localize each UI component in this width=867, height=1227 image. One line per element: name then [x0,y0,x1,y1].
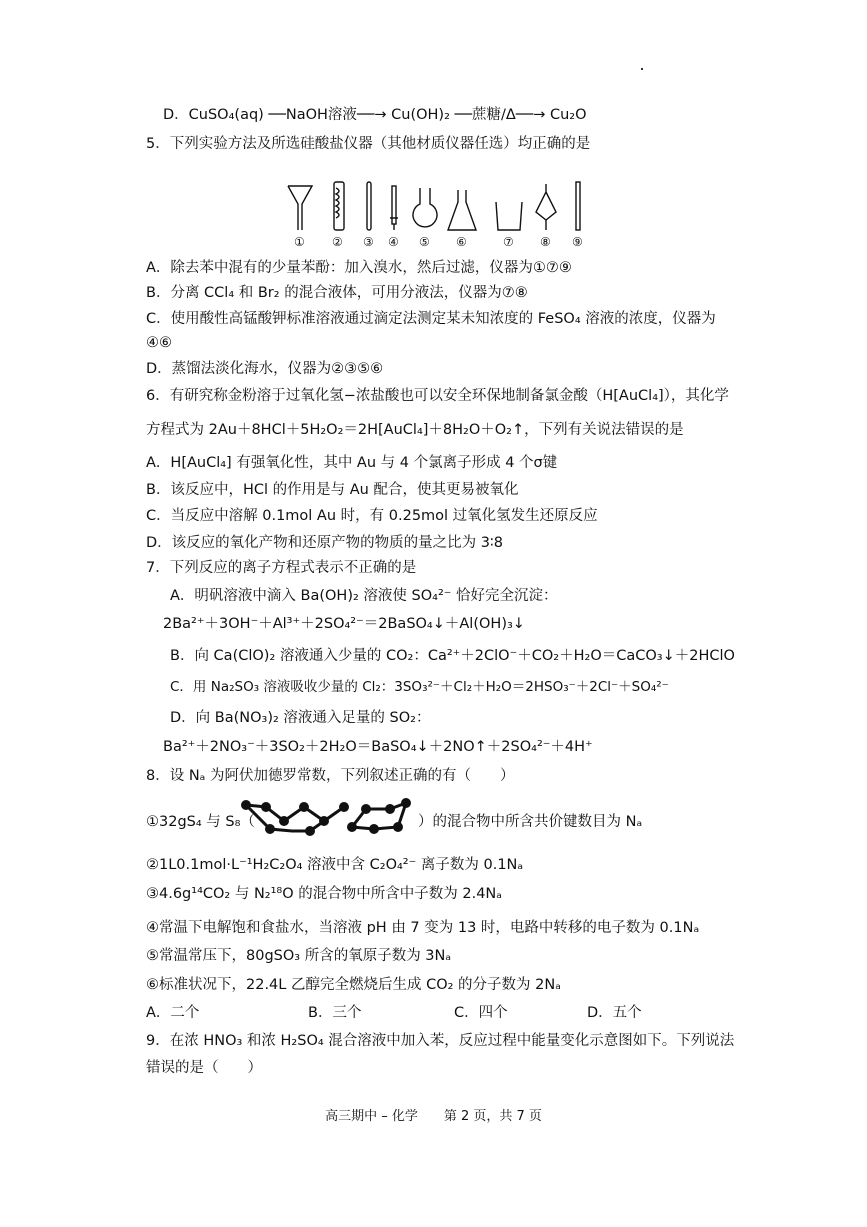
q8-option-b: B．三个 [308,1005,362,1021]
q5-option-a: A．除去苯中混有的少量苯酚：加入溴水，然后过滤，仪器为①⑦⑨ [146,260,572,276]
sulfur-molecules-figure [240,797,416,839]
q6-option-c: C．当反应中溶解 0.1mol Au 时，有 0.25mol 过氧化氢发生还原反应 [146,508,598,524]
label-8: ⑧ [540,235,551,249]
label-2: ② [332,235,343,249]
q7-stem: 7．下列反应的离子方程式表示不正确的是 [146,560,417,576]
q8-item-3: ③4.6g¹⁴CO₂ 与 N₂¹⁸O 的混合物中所含中子数为 2.4Nₐ [146,886,502,902]
q8-item-5: ⑤常温常压下，80gSO₃ 所含的氧原子数为 3Nₐ [146,948,452,964]
q8-item-1b: ）的混合物中所含共价键数目为 Nₐ [418,814,643,830]
label-7: ⑦ [503,235,514,249]
q6-equation: 方程式为 2Au＋8HCl＋5H₂O₂＝2H[AuCl₄]＋8H₂O＋O₂↑，下列有关说法错误的是 [146,422,684,438]
q7-option-c: C．用 Na₂SO₃ 溶液吸收少量的 Cl₂：3SO₃²⁻＋Cl₂＋H₂O＝2HSO₃⁻＋2Cl⁻＋SO₄²⁻ [170,679,669,695]
label-6: ⑥ [456,235,467,249]
q8-stem: 8．设 Nₐ 为阿伏加德罗常数，下列叙述正确的有（ ） [146,768,515,784]
label-3: ③ [363,235,374,249]
label-9: ⑨ [572,235,583,249]
q7-option-a: A．明矾溶液中滴入 Ba(OH)₂ 溶液使 SO₄²⁻ 恰好完全沉淀： [170,588,558,604]
conical-flask-icon [448,190,476,230]
q5-stem: 5．下列实验方法及所选硅酸盐仪器（其他材质仪器任选）均正确的是 [146,136,591,152]
q8-item-6: ⑥标准状况下，22.4L 乙醇完全燃烧后生成 CO₂ 的分子数为 2Nₐ [146,977,561,993]
q7-option-b: B．向 Ca(ClO)₂ 溶液通入少量的 CO₂：Ca²⁺＋2ClO⁻＋CO₂＋H₂O＝CaCO₃↓＋2HClO [170,648,735,664]
q7-option-d-eq: Ba²⁺＋2NO₃⁻＋3SO₂＋2H₂O＝BaSO₄↓＋2NO↑＋2SO₄²⁻＋4H⁺ [163,739,593,755]
q9-stem: 9．在浓 HNO₃ 和浓 H₂SO₄ 混合溶液中加入苯，反应过程中能量变化示意图如下。下列说法 [146,1033,735,1049]
label-5: ⑤ [419,235,430,249]
flask-icon [413,188,437,227]
page-footer: 高三期中 – 化学 第 2 页，共 7 页 [325,1109,542,1124]
q8-item-2: ②1L0.1mol·L⁻¹H₂C₂O₄ 溶液中含 C₂O₄²⁻ 离子数为 0.1Nₐ [146,857,524,873]
q4-option-d: D．CuSO₄(aq) ──NaOH溶液──→ Cu(OH)₂ ──蔗糖/Δ──→ Cu₂O [163,107,587,123]
q6-option-a: A．H[AuCl₄] 有强氧化性，其中 Au 与 4 个氯离子形成 4 个σ键 [146,455,558,471]
thermometer-icon [367,182,371,230]
q5-option-b: B．分离 CCl₄ 和 Br₂ 的混合液体，可用分液法，仪器为⑦⑧ [146,285,528,301]
q8-option-d: D．五个 [587,1005,642,1021]
q8-option-a: A．二个 [146,1005,200,1021]
label-1: ① [294,235,305,249]
q8-item-4: ④常温下电解饱和食盐水，当溶液 pH 由 7 变为 13 时，电路中转移的电子数为 0.1Nₐ [146,920,700,936]
beaker-icon [496,202,522,230]
q8-option-c: C．四个 [454,1005,508,1021]
q6-option-d: D．该反应的氧化产物和还原产物的物质的量之比为 3∶8 [146,535,503,551]
q7-option-a-eq: 2Ba²⁺＋3OH⁻＋Al³⁺＋2SO₄²⁻＝2BaSO₄↓＋Al(OH)₃↓ [163,616,525,632]
q5-option-c: C．使用酸性高锰酸钾标准溶液通过滴定法测定某未知浓度的 FeSO₄ 溶液的浓度，仪器为 [146,311,716,327]
label-4: ④ [388,235,399,249]
q7-option-d: D．向 Ba(NO₃)₂ 溶液通入足量的 SO₂： [170,710,431,726]
glass-rod-icon [576,182,580,230]
apparatus-figure [280,180,600,250]
separatory-funnel-icon [536,184,556,230]
speck [641,68,643,70]
q5-option-d: D．蒸馏法淡化海水，仪器为②③⑤⑥ [146,361,384,377]
q8-item-1a: ①32gS₄ 与 S₈（ [146,814,255,830]
q6-option-b: B．该反应中，HCl 的作用是与 Au 配合，使其更易被氧化 [146,482,519,498]
s8-ring-icon [246,805,344,831]
q5-option-c-cont: ④⑥ [146,335,172,351]
q9-stem-cont: 错误的是（ ） [146,1060,262,1076]
q6-stem: 6．有研究称金粉溶于过氧化氢−浓盐酸也可以安全环保地制备氯金酸（H[AuCl₄]），其化学 [146,388,729,404]
